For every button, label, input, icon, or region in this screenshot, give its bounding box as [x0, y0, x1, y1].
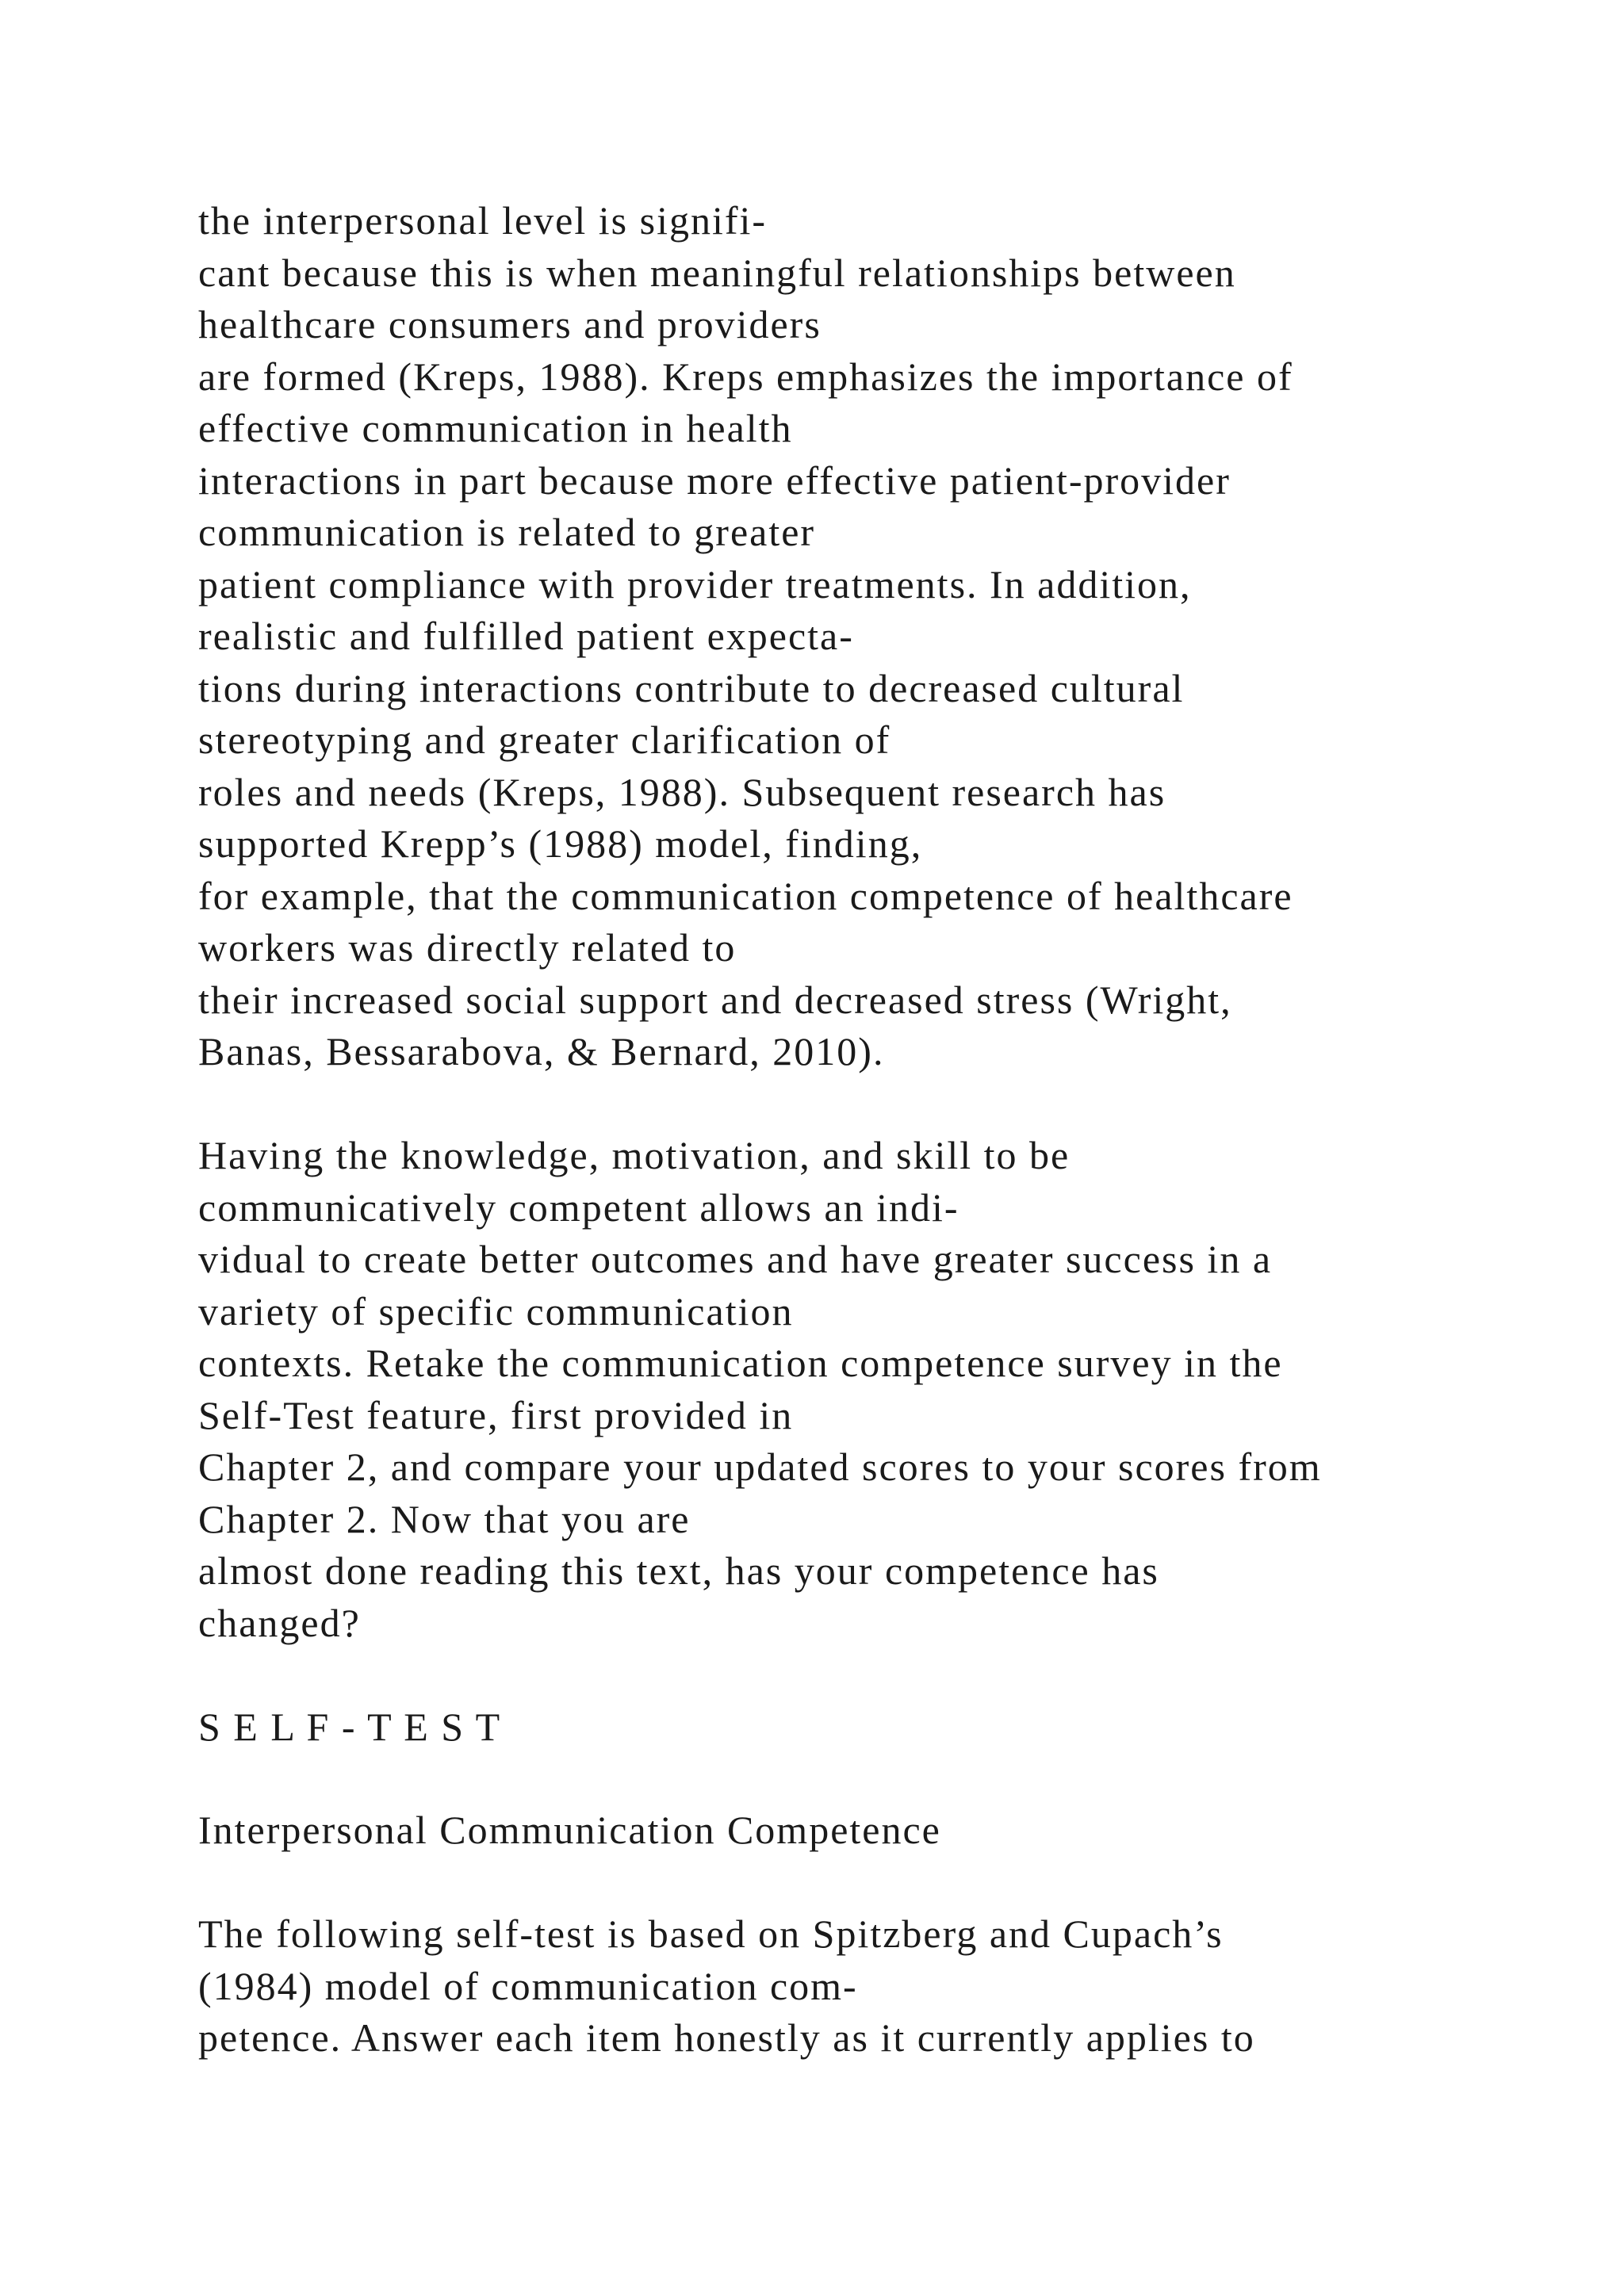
text-line: Having the knowledge, motivation, and skill to be: [198, 1133, 1071, 1177]
text-line: workers was directly related to: [198, 925, 737, 970]
section-title-text: Interpersonal Communication Competence: [198, 1808, 941, 1852]
text-line: stereotyping and greater clarification of: [198, 718, 891, 762]
text-line: Self-Test feature, first provided in: [198, 1392, 794, 1437]
text-line: supported Krepp’s (1988) model, finding,: [198, 821, 923, 866]
text-line: are formed (Kreps, 1988). Kreps emphasizes the importance of: [198, 354, 1293, 399]
body-paragraph-competence-retake: [198, 1130, 1594, 1649]
body-paragraph-interpersonal-level: [198, 195, 1594, 1078]
text-line: almost done reading this text, has your competence has: [198, 1548, 1159, 1593]
section-title: [198, 1804, 1594, 1857]
text-line: interactions in part because more effective patient-provider: [198, 457, 1231, 503]
section-label-self-test: [198, 1701, 1594, 1754]
text-line: contexts. Retake the communication competence survey in the: [198, 1341, 1283, 1385]
text-line: the interpersonal level is signifi-: [198, 198, 768, 243]
text-line: Chapter 2. Now that you are: [198, 1496, 691, 1541]
section-label: S E L F - T E S T: [198, 1705, 502, 1749]
text-line: for example, that the communication competence of healthcare: [198, 873, 1293, 918]
text-line: Chapter 2, and compare your updated scores to your scores from: [198, 1445, 1322, 1489]
text-line: (1984) model of communication com-: [198, 1963, 858, 2008]
text-line: petence. Answer each item honestly as it currently applies to: [198, 2015, 1255, 2060]
text-line: communication is related to greater: [198, 510, 816, 554]
text-line: cant because this is when meaningful relationships between: [198, 250, 1236, 295]
text-line: effective communication in health: [198, 406, 793, 450]
text-line: communicatively competent allows an indi-: [198, 1184, 959, 1230]
text-line: vidual to create better outcomes and have greater success in a: [198, 1237, 1273, 1281]
text-line: Banas, Bessarabova, & Bernard, 2010).: [198, 1029, 885, 1073]
text-line: healthcare consumers and providers: [198, 302, 822, 346]
text-line: variety of specific communication: [198, 1288, 794, 1334]
text-line: changed?: [198, 1600, 361, 1645]
text-line: The following self-test is based on Spitzberg and Cupach’s: [198, 1911, 1224, 1956]
text-line: tions during interactions contribute to decreased cultural: [198, 665, 1185, 710]
body-paragraph-self-test-intro: [198, 1908, 1594, 2064]
text-line: their increased social support and decreased stress (Wright,: [198, 977, 1232, 1022]
text-line: realistic and fulfilled patient expecta-: [198, 614, 854, 658]
text-line: patient compliance with provider treatments. In addition,: [198, 561, 1192, 607]
text-line: roles and needs (Kreps, 1988). Subsequent research has: [198, 769, 1166, 814]
